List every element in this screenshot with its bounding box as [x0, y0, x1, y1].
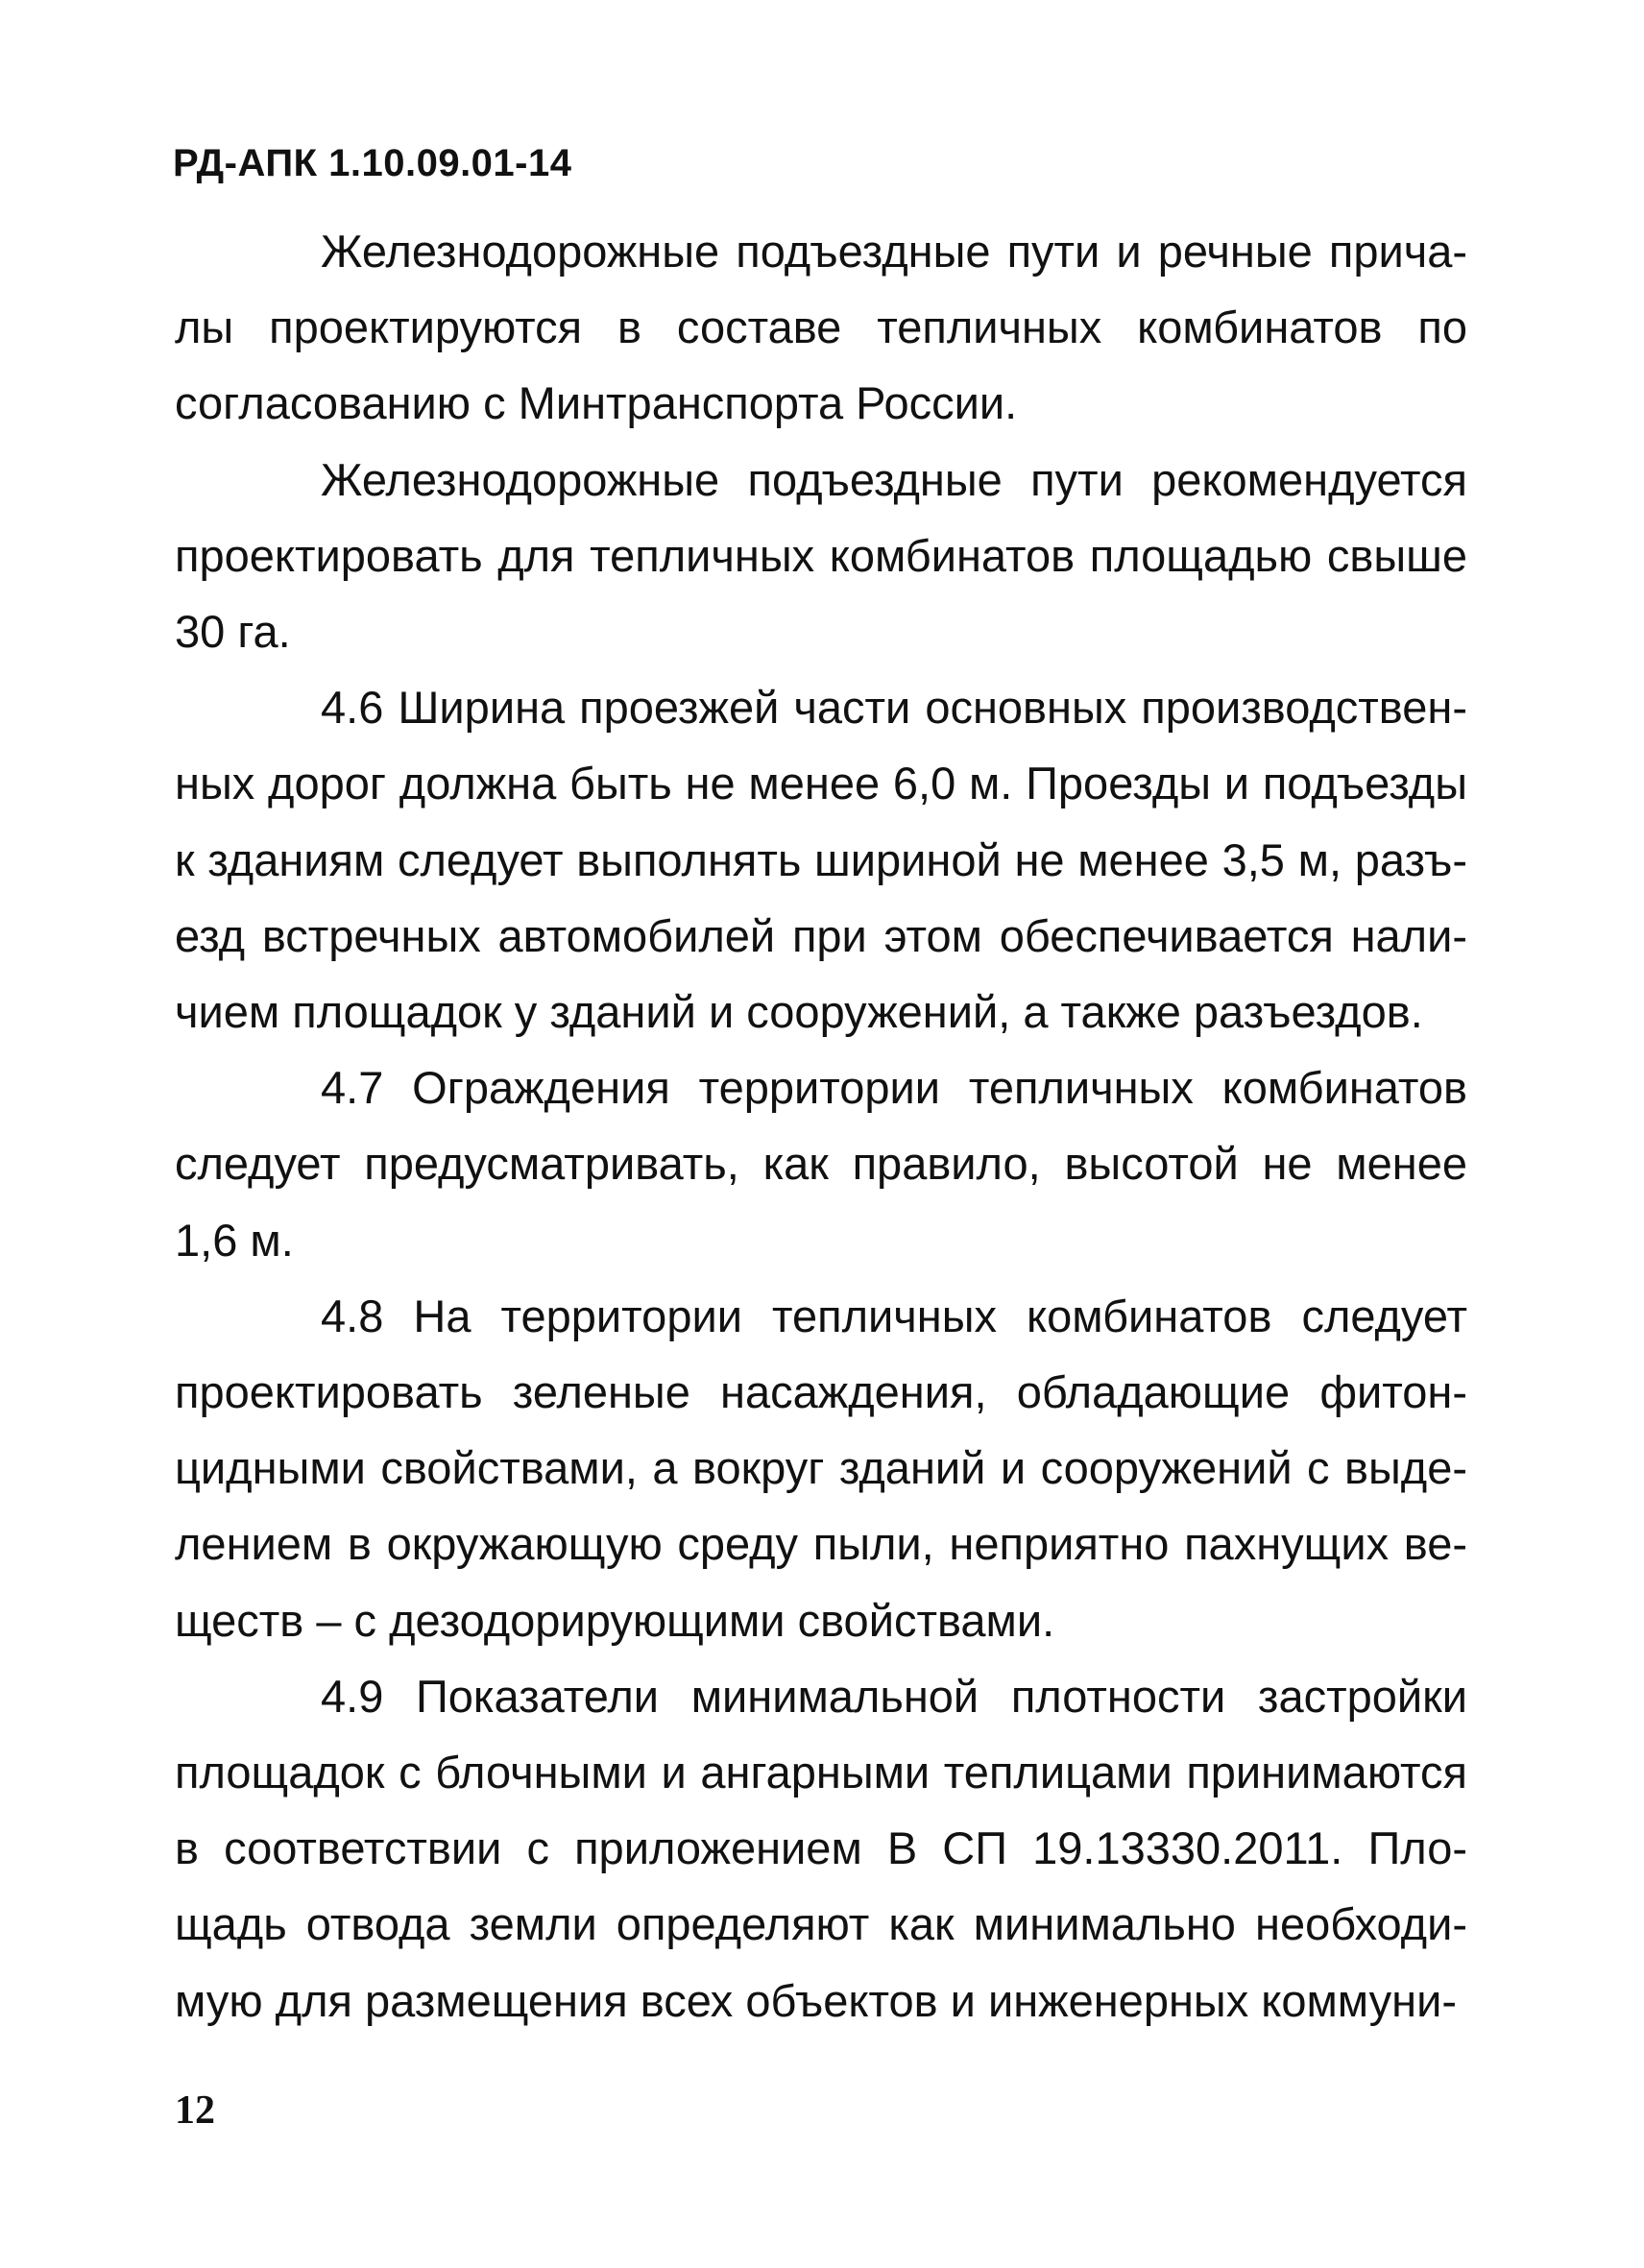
page-number: 12 [175, 2088, 215, 2133]
paragraph-4-9-density: 4.9 Показатели минимальной плотности застройки площадок с блочными и ангарными теплицами принимаются в соответствии с приложением В СП 19.13330.2011. Площадь отвода земли определяют как минимально необходимую для размещения всех объектов и инженерных коммуни- [175, 1670, 1467, 2026]
paragraph-railway-approval: Железнодорожные подъездные пути и речные причалы проектируются в составе тепличных комбинатов по согласованию с Минтранспорта России. [175, 226, 1467, 429]
document-code-header: РД-АПК 1.10.09.01-14 [173, 142, 572, 184]
document-body [175, 213, 1467, 2039]
paragraph-4-6-road-width: 4.6 Ширина проезжей части основных производственных дорог должна быть не менее 6,0 м. Проезды и подъезды к зданиям следует выполнять шириной не менее 3,5 м, разъезд встречных автомобилей при этом обеспечивается наличием площадок у зданий и сооружений, а также разъездов. [175, 682, 1467, 1038]
paragraph-railway-recommendation: Железнодорожные подъездные пути рекомендуется проектировать для тепличных комбинатов площадью свыше 30 га. [175, 453, 1467, 658]
paragraph-4-8-greenery: 4.8 На территории тепличных комбинатов следует проектировать зеленые насаждения, обладающие фитонцидными свойствами, а вокруг зданий и сооружений с выделением в окружающую среду пыли, неприятно пахнущих веществ – с дезодорирующими свойствами. [175, 1290, 1467, 1646]
paragraph-4-7-fencing: 4.7 Ограждения территории тепличных комбинатов следует предусматривать, как правило, высотой не менее 1,6 м. [175, 1062, 1467, 1266]
